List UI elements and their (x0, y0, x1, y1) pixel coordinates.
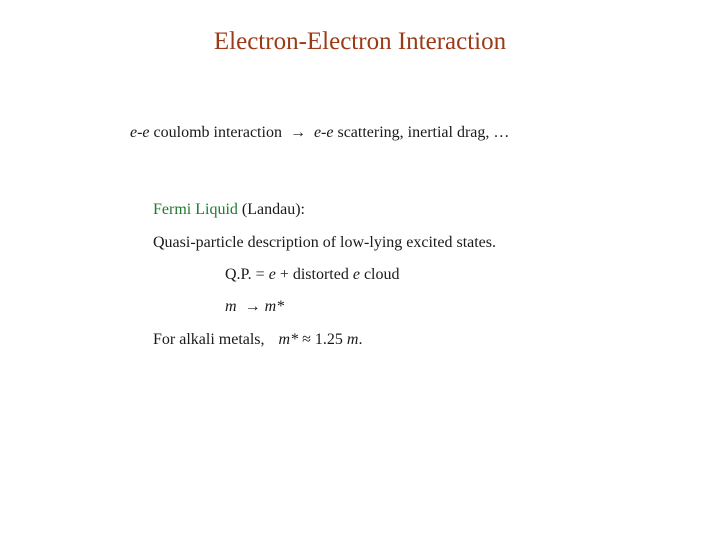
alkali-value: 1.25 (314, 331, 343, 348)
scattering-text: scattering, inertial drag, … (337, 124, 510, 141)
qp-middle: + distorted (279, 266, 349, 283)
effective-mass-symbol: m* (264, 298, 285, 315)
landau-text: (Landau): (241, 201, 305, 218)
qp-line (225, 265, 399, 285)
coulomb-text: coulomb interaction (153, 124, 282, 141)
right-arrow-icon: → (289, 124, 306, 141)
intro-line (130, 123, 509, 143)
fermi-liquid-line (153, 200, 305, 220)
alkali-line (153, 330, 362, 350)
electron-symbol: e (268, 266, 276, 283)
mass-symbol: m (225, 298, 237, 315)
ee-label: e-e (130, 124, 150, 141)
period: . (358, 331, 363, 348)
right-arrow-icon: → (244, 298, 261, 315)
slide-title: Electron-Electron Interaction (213, 28, 507, 55)
ee-label: e-e (313, 124, 334, 141)
effective-mass-symbol: m* (278, 331, 299, 348)
mass-symbol: m (346, 331, 359, 348)
electron-symbol: e (352, 266, 360, 283)
fermi-liquid-term: Fermi Liquid (153, 201, 238, 218)
mass-line (225, 297, 284, 317)
quasi-particle-line: Quasi-particle description of low-lying excited states. (153, 234, 497, 251)
approx-icon: ≈ (302, 331, 311, 348)
qp-suffix: cloud (363, 266, 400, 283)
alkali-prefix: For alkali metals, (153, 331, 265, 348)
qp-prefix: Q.P. = (225, 266, 265, 283)
